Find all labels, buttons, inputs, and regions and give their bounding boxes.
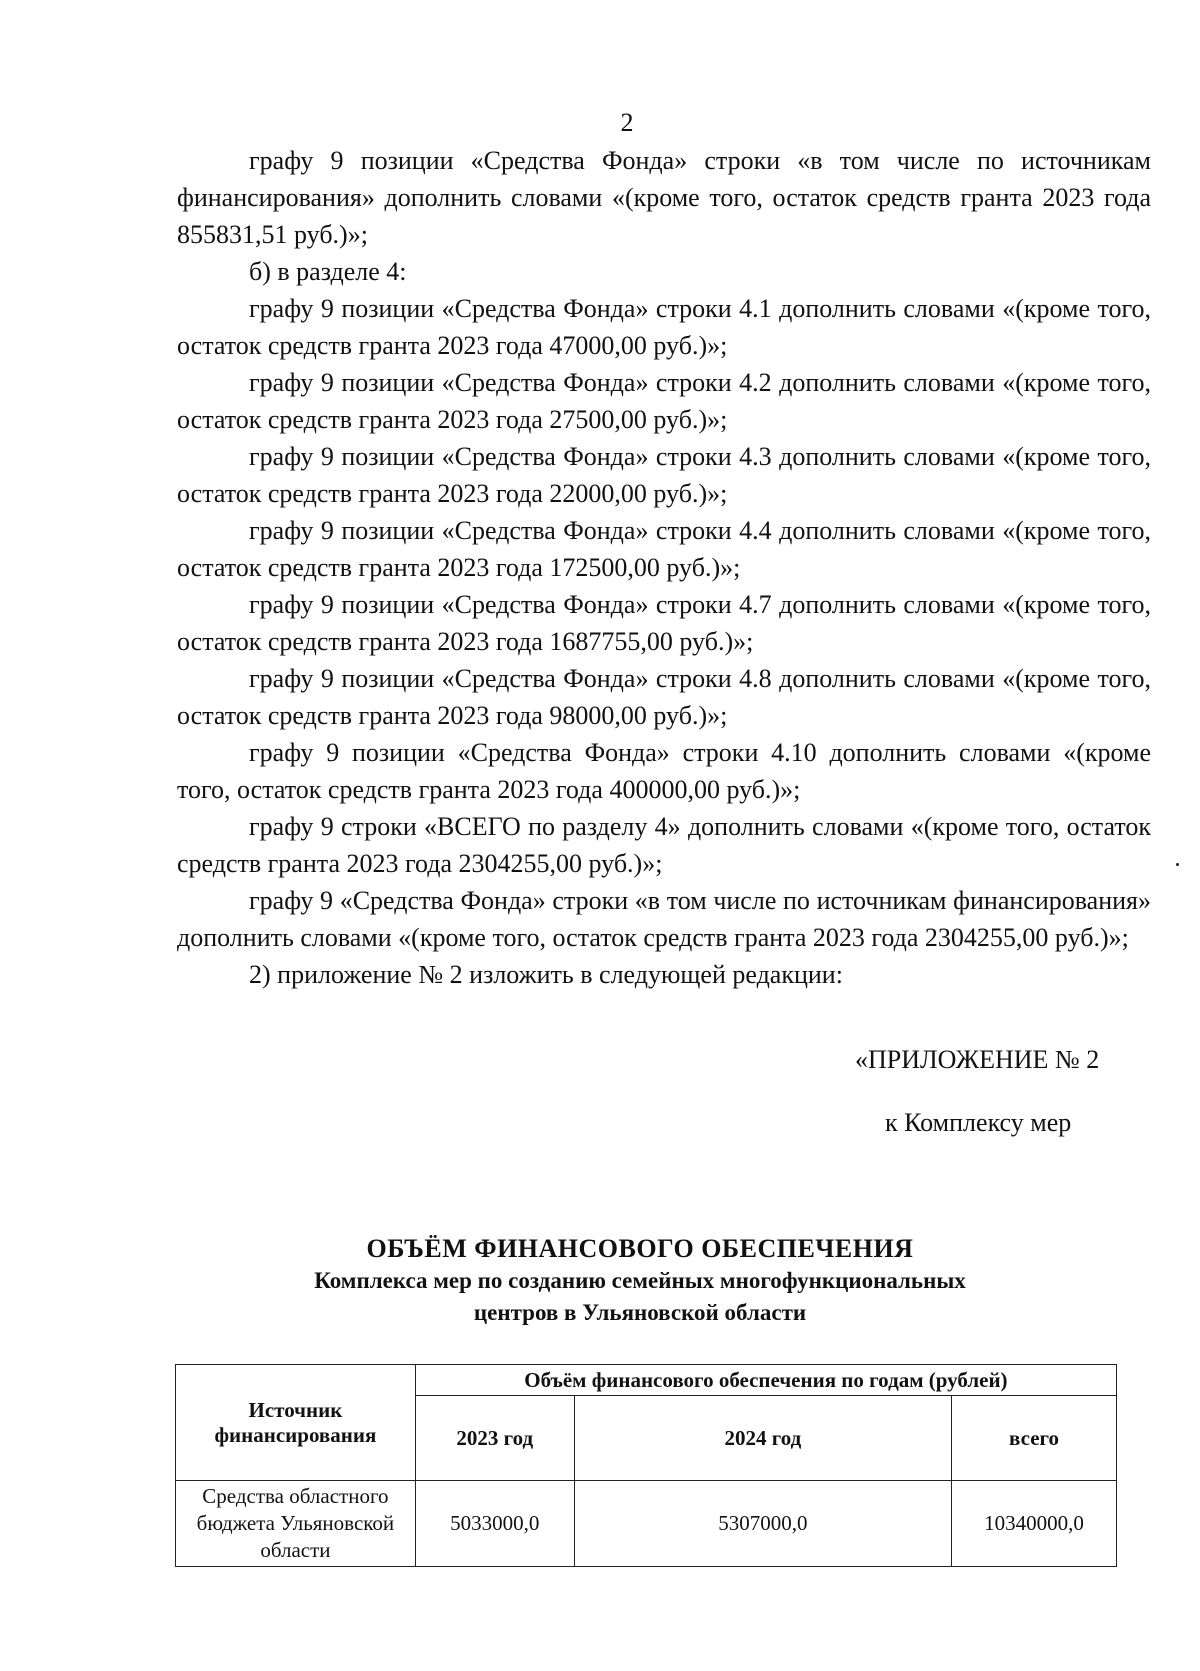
heading-title: ОБЪЁМ ФИНАНСОВОГО ОБЕСПЕЧЕНИЯ — [366, 1234, 914, 1263]
appendix-label: «ПРИЛОЖЕНИЕ № 2 — [855, 1045, 1100, 1074]
header-source: Источник финансирования — [176, 1365, 416, 1481]
page-number: 2 — [620, 108, 634, 137]
paragraph: б) в разделе 4: — [249, 257, 407, 286]
cell-2024: 5307000,0 — [574, 1481, 951, 1567]
heading-line-2: центров в Ульяновской области — [473, 1300, 807, 1325]
cell-source: Средства областного бюджета Ульяновской области — [176, 1481, 416, 1567]
cell-2023: 5033000,0 — [415, 1481, 574, 1567]
scan-dot — [1176, 863, 1179, 866]
paragraph: графу 9 строки «ВСЕГО по разделу 4» дополнить словами «(кроме того, остаток средств гранта 2023 года 2304255,00 руб.)»; — [177, 812, 1151, 878]
paragraph: графу 9 позиции «Средства Фонда» строки 4.3 дополнить словами «(кроме того, остаток средств гранта 2023 года 22000,00 руб.)»; — [177, 442, 1151, 508]
paragraph: графу 9 позиции «Средства Фонда» строки 4.7 дополнить словами «(кроме того, остаток средств гранта 2023 года 1687755,00 руб.)»; — [177, 590, 1151, 656]
cell-total: 10340000,0 — [952, 1481, 1117, 1567]
paragraph: графу 9 позиции «Средства Фонда» строки 4.8 дополнить словами «(кроме того, остаток средств гранта 2023 года 98000,00 руб.)»; — [177, 664, 1151, 730]
paragraph: графу 9 позиции «Средства Фонда» строки 4.2 дополнить словами «(кроме того, остаток средств гранта 2023 года 27500,00 руб.)»; — [177, 368, 1151, 434]
paragraph: графу 9 позиции «Средства Фонда» строки 4.10 дополнить словами «(кроме того, остаток средств гранта 2023 года 400000,00 руб.)»; — [177, 738, 1151, 804]
header-2024: 2024 год — [574, 1396, 951, 1481]
appendix-subtitle: к Комплексу мер — [885, 1108, 1072, 1137]
section-heading — [200, 1233, 1080, 1329]
paragraph: 2) приложение № 2 изложить в следующей редакции: — [249, 960, 843, 989]
paragraph: графу 9 позиции «Средства Фонда» строки 4.4 дополнить словами «(кроме того, остаток средств гранта 2023 года 172500,00 руб.)»; — [177, 516, 1151, 582]
header-group: Объём финансового обеспечения по годам (рублей) — [415, 1365, 1116, 1396]
header-2023: 2023 год — [415, 1396, 574, 1481]
body-text — [177, 142, 1151, 993]
finance-table — [175, 1364, 1117, 1567]
paragraph: графу 9 позиции «Средства Фонда» строки «в том числе по источникам финансирования» дополнить словами «(кроме того, остаток средств гранта 2023 года 855831,51 руб.)»; — [177, 146, 1151, 249]
paragraph: графу 9 позиции «Средства Фонда» строки 4.1 дополнить словами «(кроме того, остаток средств гранта 2023 года 47000,00 руб.)»; — [177, 294, 1151, 360]
table-row — [176, 1481, 1117, 1567]
header-total: всего — [952, 1396, 1117, 1481]
heading-line-1: Комплекса мер по созданию семейных многофункциональных — [314, 1268, 966, 1293]
paragraph: графу 9 «Средства Фонда» строки «в том числе по источникам финансирования» дополнить словами «(кроме того, остаток средств гранта 2023 года 2304255,00 руб.)»; — [177, 886, 1151, 952]
